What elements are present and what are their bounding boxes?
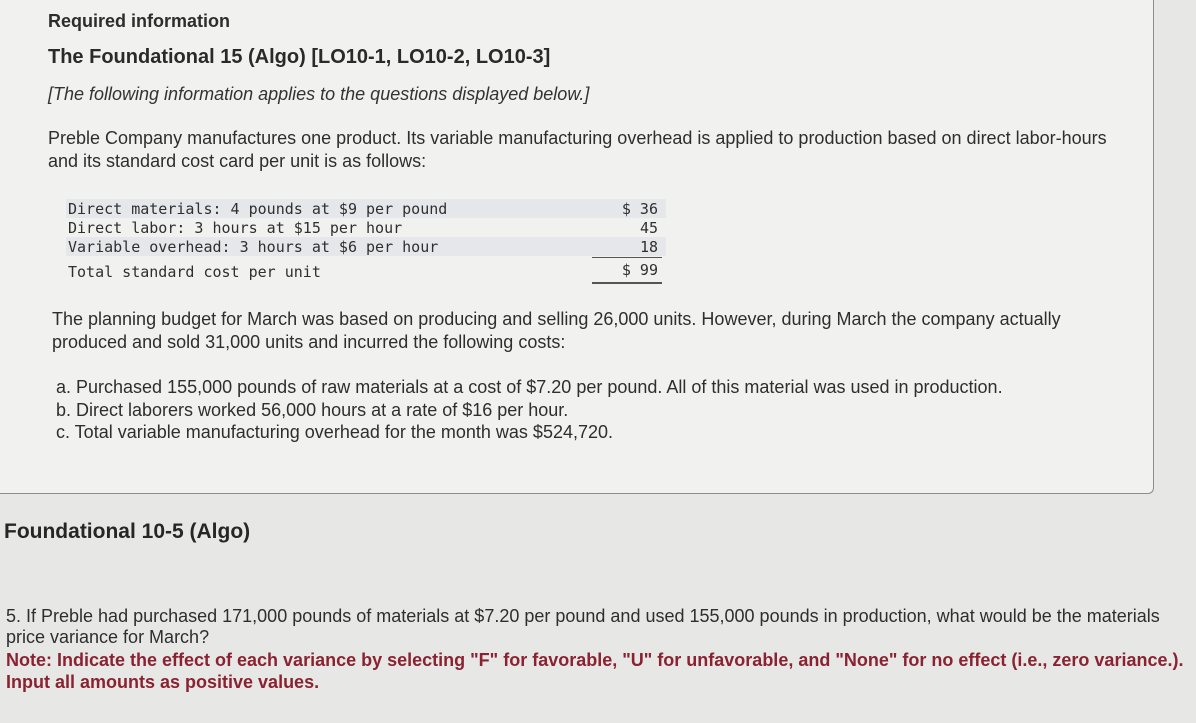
cost-card-row-direct-labor xyxy=(66,218,666,237)
cost-item-a: a. Purchased 155,000 pounds of raw materials at a cost of $7.20 per pound. All of this material was used in production. xyxy=(56,377,1003,397)
cost-item-c: c. Total variable manufacturing overhead for the month was $524,720. xyxy=(56,422,614,442)
cost-card-row-variable-overhead xyxy=(66,237,666,256)
required-information-heading: Required information xyxy=(48,11,231,31)
question-section-title: Foundational 10-5 (Algo) xyxy=(4,520,251,543)
intro-paragraph: Preble Company manufactures one product. Its variable manufacturing overhead is applied to production based on direct labor-hours and its standard cost card per unit is as follows: xyxy=(48,128,1107,171)
cost-card-row-direct-materials xyxy=(66,199,666,218)
planning-paragraph: The planning budget for March was based on producing and selling 26,000 units. However, during March the company actually produced and sold 31,000 units and incurred the following costs: xyxy=(52,309,1061,352)
cost-card-label: Variable overhead: 3 hours at $6 per hour xyxy=(68,238,439,256)
question-text: 5. If Preble had purchased 171,000 pounds of materials at $7.20 per pound and used 155,000 pounds in production, what would be the materials price variance for March? xyxy=(6,606,1160,647)
applies-note: [The following information applies to the questions displayed below.] xyxy=(48,84,590,104)
problem-title: The Foundational 15 (Algo) [LO10-1, LO10-2, LO10-3] xyxy=(48,46,551,68)
cost-card-label: Direct materials: 4 pounds at $9 per pound xyxy=(68,200,448,218)
cost-card-amount: $ 36 xyxy=(621,200,658,218)
cost-card-total-label: Total standard cost per unit xyxy=(68,263,321,281)
standard-cost-card xyxy=(66,199,666,287)
cost-card-label: Direct labor: 3 hours at $15 per hour xyxy=(68,219,403,237)
cost-card-total-amount: $ 99 xyxy=(621,261,658,279)
cost-item-b: b. Direct laborers worked 56,000 hours at a rate of $16 per hour. xyxy=(56,399,569,420)
question-note: Note: Indicate the effect of each variance by selecting "F" for favorable, "U" for unfavorable, and "None" for no effect (i.e., zero variance.). Input all amounts as positive values. xyxy=(6,650,1184,692)
subtotal-rule xyxy=(592,257,662,258)
cost-card-amount: 18 xyxy=(639,238,658,256)
cost-card-row-total xyxy=(66,261,666,282)
total-rule xyxy=(592,282,662,284)
cost-card-amount: 45 xyxy=(639,219,658,237)
incurred-costs-list xyxy=(56,376,1136,444)
